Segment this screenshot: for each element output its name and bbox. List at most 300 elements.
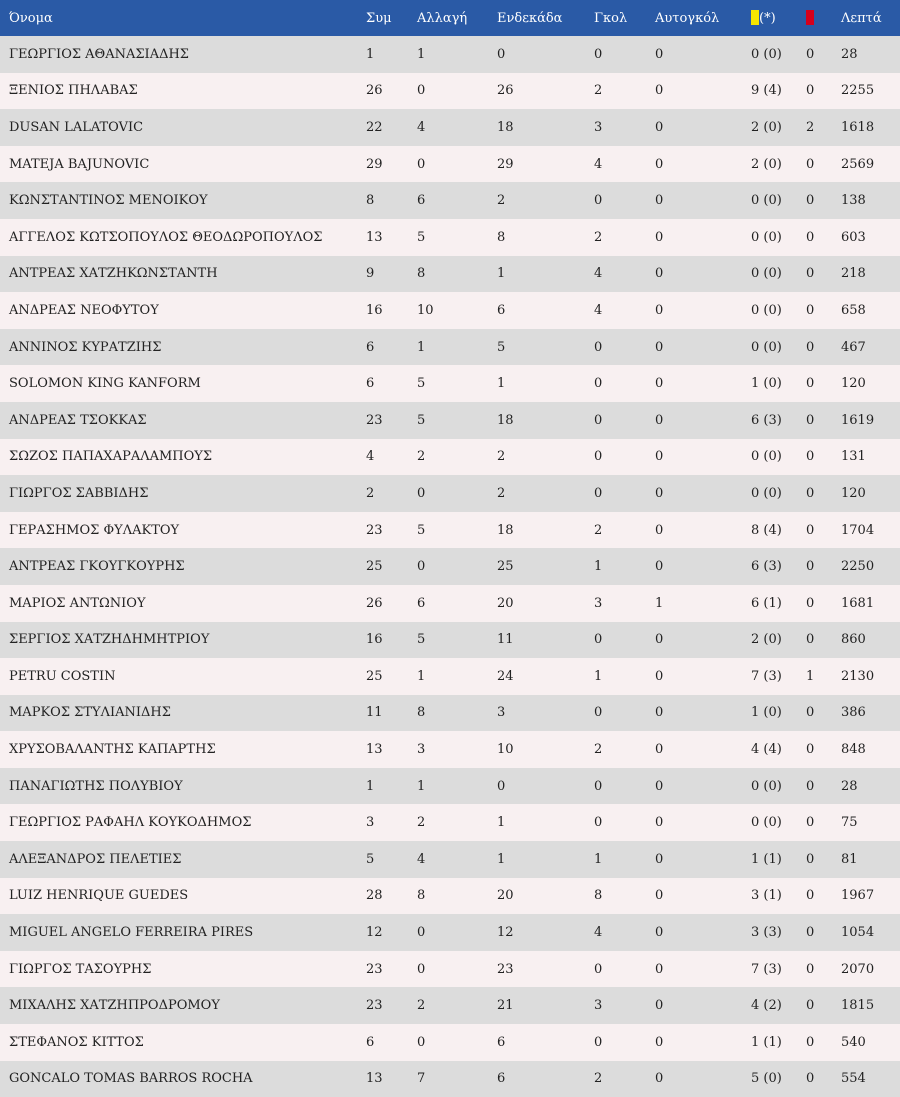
cell-minutes: 28 [841,46,858,62]
cell-minutes: 386 [841,705,866,721]
cell-own-goals: 0 [655,46,664,62]
cell-substitute-apps: 5 [417,412,426,428]
cell-yellow-cards: 1 (1) [751,1034,782,1050]
cell-yellow-cards: 0 (0) [751,193,782,209]
cell-red-cards: 0 [806,1071,815,1087]
table-row [0,1024,900,1061]
red-card-icon [806,10,814,25]
cell-goals: 3 [594,119,603,135]
cell-starting-apps: 1 [497,815,506,831]
table-body [0,36,900,1097]
cell-substitute-apps: 3 [417,742,426,758]
cell-starting-apps: 1 [497,851,506,867]
cell-starting-apps: 0 [497,46,506,62]
cell-own-goals: 0 [655,778,664,794]
cell-player-name: ΜΙΧΑΛΗΣ ΧΑΤΖΗΠΡΟΔΡΟΜΟΥ [9,998,220,1014]
cell-goals: 2 [594,83,603,99]
cell-substitute-apps: 7 [417,1071,426,1087]
cell-player-name: ΓΕΡΑΣΗΜΟΣ ΦΥΛΑΚΤΟΥ [9,522,180,538]
table-row [0,768,900,805]
cell-starting-apps: 18 [497,119,514,135]
cell-goals: 0 [594,961,603,977]
table-row [0,439,900,476]
cell-red-cards: 0 [806,156,815,172]
table-header [0,0,900,36]
cell-red-cards: 0 [806,742,815,758]
cell-starting-apps: 8 [497,229,506,245]
cell-yellow-cards: 0 (0) [751,485,782,501]
cell-appearances: 16 [366,632,383,648]
cell-yellow-cards: 0 (0) [751,339,782,355]
cell-yellow-cards: 2 (0) [751,632,782,648]
header-name[interactable]: Όνομα [9,10,53,26]
cell-red-cards: 0 [806,632,815,648]
cell-goals: 1 [594,559,603,575]
cell-appearances: 5 [366,851,375,867]
cell-yellow-cards: 3 (1) [751,888,782,904]
cell-minutes: 2569 [841,156,875,172]
cell-yellow-cards: 2 (0) [751,119,782,135]
cell-own-goals: 0 [655,522,664,538]
cell-player-name: ΓΕΩΡΓΙΟΣ ΡΑΦΑΗΛ ΚΟΥΚΟΔΗΜΟΣ [9,815,252,831]
cell-yellow-cards: 5 (0) [751,1071,782,1087]
cell-appearances: 25 [366,559,383,575]
cell-substitute-apps: 8 [417,888,426,904]
cell-own-goals: 0 [655,559,664,575]
table-row [0,841,900,878]
cell-goals: 2 [594,1071,603,1087]
cell-red-cards: 0 [806,888,815,904]
header-minutes[interactable]: Λεπτά [841,10,882,26]
cell-starting-apps: 6 [497,302,506,318]
table-row [0,146,900,183]
cell-goals: 4 [594,156,603,172]
cell-red-cards: 0 [806,705,815,721]
cell-minutes: 1619 [841,412,875,428]
cell-own-goals: 0 [655,668,664,684]
table-row [0,804,900,841]
cell-minutes: 2130 [841,668,875,684]
cell-own-goals: 0 [655,742,664,758]
table-row [0,36,900,73]
cell-player-name: ΜΑΡΚΟΣ ΣΤΥΛΙΑΝΙΔΗΣ [9,705,171,721]
cell-substitute-apps: 0 [417,559,426,575]
cell-player-name: ΓΙΩΡΓΟΣ ΤΑΣΟΥΡΗΣ [9,961,152,977]
table-row [0,731,900,768]
cell-substitute-apps: 2 [417,449,426,465]
cell-player-name: ΑΓΓΕΛΟΣ ΚΩΤΣΟΠΟΥΛΟΣ ΘΕΟΔΩΡΟΠΟΥΛΟΣ [9,229,323,245]
table-row [0,256,900,293]
cell-own-goals: 0 [655,83,664,99]
cell-substitute-apps: 0 [417,156,426,172]
cell-minutes: 1054 [841,925,875,941]
cell-yellow-cards: 0 (0) [751,46,782,62]
cell-minutes: 1681 [841,595,875,611]
cell-red-cards: 0 [806,266,815,282]
cell-yellow-cards: 0 (0) [751,778,782,794]
cell-red-cards: 0 [806,595,815,611]
cell-appearances: 16 [366,302,383,318]
cell-own-goals: 0 [655,449,664,465]
cell-appearances: 13 [366,1071,383,1087]
cell-minutes: 2250 [841,559,875,575]
header-own-goals[interactable]: Αυτογκόλ [655,10,720,26]
cell-minutes: 2255 [841,83,875,99]
cell-red-cards: 0 [806,1034,815,1050]
cell-substitute-apps: 2 [417,815,426,831]
cell-substitute-apps: 2 [417,998,426,1014]
cell-starting-apps: 11 [497,632,514,648]
cell-player-name: ΑΝΔΡΕΑΣ ΤΣΟΚΚΑΣ [9,412,147,428]
table-row [0,109,900,146]
cell-goals: 8 [594,888,603,904]
cell-minutes: 138 [841,193,866,209]
cell-substitute-apps: 0 [417,1034,426,1050]
header-row [0,0,900,36]
header-sub[interactable]: Αλλαγή [417,10,468,26]
cell-substitute-apps: 1 [417,668,426,684]
cell-substitute-apps: 0 [417,961,426,977]
cell-appearances: 26 [366,595,383,611]
cell-starting-apps: 2 [497,449,506,465]
table-row [0,695,900,732]
cell-red-cards: 0 [806,83,815,99]
cell-own-goals: 0 [655,1034,664,1050]
cell-goals: 1 [594,851,603,867]
cell-goals: 0 [594,412,603,428]
cell-starting-apps: 25 [497,559,514,575]
cell-own-goals: 0 [655,815,664,831]
table-row [0,914,900,951]
cell-starting-apps: 20 [497,595,514,611]
cell-red-cards: 0 [806,522,815,538]
cell-own-goals: 0 [655,632,664,648]
cell-starting-apps: 18 [497,412,514,428]
cell-starting-apps: 1 [497,266,506,282]
cell-starting-apps: 29 [497,156,514,172]
cell-player-name: ΓΙΩΡΓΟΣ ΣΑΒΒΙΔΗΣ [9,485,149,501]
cell-appearances: 22 [366,119,383,135]
cell-goals: 0 [594,449,603,465]
cell-red-cards: 0 [806,925,815,941]
cell-substitute-apps: 1 [417,778,426,794]
cell-goals: 1 [594,668,603,684]
cell-player-name: GONCALO TOMAS BARROS ROCHA [9,1071,253,1087]
cell-player-name: ΑΝΤΡΕΑΣ ΓΚΟΥΓΚΟΥΡΗΣ [9,559,185,575]
cell-starting-apps: 6 [497,1071,506,1087]
header-yellow-cards[interactable] [743,0,798,36]
cell-substitute-apps: 6 [417,595,426,611]
cell-minutes: 81 [841,851,858,867]
cell-appearances: 26 [366,83,383,99]
cell-starting-apps: 5 [497,339,506,355]
cell-appearances: 28 [366,888,383,904]
table-row [0,548,900,585]
cell-substitute-apps: 4 [417,119,426,135]
cell-goals: 3 [594,998,603,1014]
cell-starting-apps: 23 [497,961,514,977]
cell-player-name: ΜΑΡΙΟΣ ΑΝΤΩΝΙΟΥ [9,595,146,611]
cell-appearances: 3 [366,815,375,831]
cell-substitute-apps: 8 [417,705,426,721]
cell-appearances: 1 [366,46,375,62]
cell-yellow-cards: 7 (3) [751,668,782,684]
cell-red-cards: 0 [806,851,815,867]
cell-own-goals: 0 [655,302,664,318]
cell-yellow-cards: 0 (0) [751,229,782,245]
cell-appearances: 23 [366,412,383,428]
yellow-card-icon [751,10,759,25]
cell-minutes: 120 [841,485,866,501]
cell-player-name: MIGUEL ANGELO FERREIRA PIRES [9,925,254,941]
cell-substitute-apps: 5 [417,632,426,648]
cell-appearances: 8 [366,193,375,209]
cell-red-cards: 0 [806,302,815,318]
cell-starting-apps: 18 [497,522,514,538]
cell-substitute-apps: 0 [417,83,426,99]
table-row [0,512,900,549]
cell-player-name: ΣΩΖΟΣ ΠΑΠΑΧΑΡΑΛΑΜΠΟΥΣ [9,449,213,465]
cell-appearances: 13 [366,742,383,758]
cell-own-goals: 0 [655,485,664,501]
cell-yellow-cards: 1 (0) [751,376,782,392]
cell-minutes: 1704 [841,522,875,538]
cell-red-cards: 0 [806,559,815,575]
cell-goals: 0 [594,339,603,355]
cell-minutes: 28 [841,778,858,794]
cell-player-name: ΑΝΝΙΝΟΣ ΚΥΡΑΤΖΙΗΣ [9,339,162,355]
cell-appearances: 2 [366,485,375,501]
cell-minutes: 860 [841,632,866,648]
cell-player-name: ΧΡΥΣΟΒΑΛΑΝΤΗΣ ΚΑΠΑΡΤΗΣ [9,742,216,758]
cell-minutes: 218 [841,266,866,282]
header-start[interactable]: Ενδεκάδα [497,10,563,26]
cell-goals: 4 [594,925,603,941]
cell-starting-apps: 20 [497,888,514,904]
cell-starting-apps: 12 [497,925,514,941]
cell-minutes: 2070 [841,961,875,977]
table-row [0,658,900,695]
cell-appearances: 6 [366,1034,375,1050]
cell-player-name: ΣΤΕΦΑΝΟΣ ΚΙΤΤΟΣ [9,1034,144,1050]
cell-player-name: ΑΝΔΡΕΑΣ ΝΕΟΦΥΤΟΥ [9,302,159,318]
table-row [0,987,900,1024]
cell-own-goals: 0 [655,376,664,392]
cell-goals: 2 [594,742,603,758]
cell-own-goals: 0 [655,851,664,867]
cell-red-cards: 0 [806,449,815,465]
cell-yellow-cards: 0 (0) [751,266,782,282]
cell-own-goals: 0 [655,412,664,428]
cell-yellow-cards: 0 (0) [751,815,782,831]
cell-red-cards: 0 [806,46,815,62]
cell-own-goals: 1 [655,595,664,611]
cell-substitute-apps: 0 [417,925,426,941]
table-row [0,182,900,219]
cell-appearances: 1 [366,778,375,794]
cell-own-goals: 0 [655,1071,664,1087]
cell-red-cards: 0 [806,485,815,501]
cell-red-cards: 1 [806,668,815,684]
cell-yellow-cards: 6 (3) [751,412,782,428]
cell-own-goals: 0 [655,998,664,1014]
cell-red-cards: 0 [806,376,815,392]
cell-appearances: 29 [366,156,383,172]
table-row [0,329,900,366]
cell-own-goals: 0 [655,705,664,721]
cell-minutes: 75 [841,815,858,831]
cell-yellow-cards: 2 (0) [751,156,782,172]
cell-goals: 0 [594,485,603,501]
cell-goals: 0 [594,376,603,392]
cell-yellow-cards: 4 (2) [751,998,782,1014]
cell-appearances: 4 [366,449,375,465]
cell-own-goals: 0 [655,229,664,245]
cell-player-name: PETRU COSTIN [9,668,116,684]
cell-player-name: ΠΑΝΑΓΙΩΤΗΣ ΠΟΛΥΒΙΟΥ [9,778,183,794]
cell-appearances: 13 [366,229,383,245]
table-row [0,365,900,402]
cell-substitute-apps: 10 [417,302,434,318]
cell-player-name: DUSAN LALATOVIC [9,119,144,135]
cell-minutes: 120 [841,376,866,392]
cell-appearances: 12 [366,925,383,941]
cell-appearances: 9 [366,266,375,282]
cell-red-cards: 0 [806,339,815,355]
cell-red-cards: 2 [806,119,815,135]
cell-substitute-apps: 5 [417,376,426,392]
cell-player-name: ΓΕΩΡΓΙΟΣ ΑΘΑΝΑΣΙΑΔΗΣ [9,46,190,62]
table-row [0,292,900,329]
table-row [0,1061,900,1097]
cell-goals: 0 [594,193,603,209]
cell-goals: 3 [594,595,603,611]
cell-yellow-cards: 6 (1) [751,595,782,611]
cell-own-goals: 0 [655,266,664,282]
cell-appearances: 6 [366,339,375,355]
table-row [0,475,900,512]
cell-yellow-cards: 9 (4) [751,83,782,99]
cell-substitute-apps: 4 [417,851,426,867]
cell-yellow-cards: 0 (0) [751,302,782,318]
cell-red-cards: 0 [806,778,815,794]
table-row [0,219,900,256]
cell-goals: 2 [594,229,603,245]
cell-minutes: 658 [841,302,866,318]
cell-own-goals: 0 [655,961,664,977]
cell-yellow-cards: 7 (3) [751,961,782,977]
cell-minutes: 467 [841,339,866,355]
cell-appearances: 23 [366,961,383,977]
cell-goals: 4 [594,266,603,282]
cell-starting-apps: 26 [497,83,514,99]
cell-minutes: 1967 [841,888,875,904]
cell-goals: 0 [594,1034,603,1050]
cell-appearances: 23 [366,522,383,538]
cell-minutes: 1815 [841,998,875,1014]
cell-player-name: ΚΩΝΣΤΑΝΤΙΝΟΣ ΜΕΝΟΙΚΟΥ [9,193,208,209]
table-row [0,73,900,110]
cell-player-name: SOLOMON KING KANFORM [9,376,201,392]
cell-appearances: 25 [366,668,383,684]
cell-goals: 0 [594,778,603,794]
cell-starting-apps: 2 [497,193,506,209]
table-row [0,951,900,988]
cell-goals: 0 [594,705,603,721]
cell-starting-apps: 10 [497,742,514,758]
cell-minutes: 848 [841,742,866,758]
cell-own-goals: 0 [655,925,664,941]
cell-own-goals: 0 [655,193,664,209]
cell-substitute-apps: 6 [417,193,426,209]
cell-yellow-cards: 6 (3) [751,559,782,575]
cell-player-name: MATEJA BAJUNOVIC [9,156,150,172]
cell-starting-apps: 21 [497,998,514,1014]
cell-own-goals: 0 [655,156,664,172]
cell-yellow-cards: 1 (1) [751,851,782,867]
cell-minutes: 1618 [841,119,875,135]
cell-substitute-apps: 1 [417,339,426,355]
cell-yellow-cards: 8 (4) [751,522,782,538]
cell-substitute-apps: 0 [417,485,426,501]
cell-player-name: LUIZ HENRIQUE GUEDES [9,888,189,904]
header-red-cards[interactable] [798,0,833,36]
cell-appearances: 11 [366,705,383,721]
cell-minutes: 554 [841,1071,866,1087]
cell-own-goals: 0 [655,888,664,904]
cell-player-name: ΑΝΤΡΕΑΣ ΧΑΤΖΗΚΩΝΣΤΑΝΤΗ [9,266,218,282]
cell-starting-apps: 2 [497,485,506,501]
cell-red-cards: 0 [806,229,815,245]
cell-red-cards: 0 [806,815,815,831]
cell-substitute-apps: 5 [417,229,426,245]
cell-starting-apps: 6 [497,1034,506,1050]
cell-red-cards: 0 [806,998,815,1014]
table-row [0,622,900,659]
header-apps[interactable]: Συμ [366,10,392,26]
cell-substitute-apps: 8 [417,266,426,282]
header-yellow-suffix: (*) [759,11,776,26]
cell-starting-apps: 1 [497,376,506,392]
cell-yellow-cards: 3 (3) [751,925,782,941]
cell-goals: 4 [594,302,603,318]
cell-appearances: 23 [366,998,383,1014]
cell-substitute-apps: 5 [417,522,426,538]
cell-substitute-apps: 1 [417,46,426,62]
cell-appearances: 6 [366,376,375,392]
cell-goals: 0 [594,815,603,831]
cell-red-cards: 0 [806,412,815,428]
cell-own-goals: 0 [655,119,664,135]
table-row [0,878,900,915]
cell-goals: 0 [594,632,603,648]
header-goals[interactable]: Γκολ [594,10,628,26]
cell-minutes: 603 [841,229,866,245]
cell-player-name: ΑΛΕΞΑΝΔΡΟΣ ΠΕΛΕΤΙΕΣ [9,851,182,867]
cell-yellow-cards: 0 (0) [751,449,782,465]
cell-player-name: ΣΕΡΓΙΟΣ ΧΑΤΖΗΔΗΜΗΤΡΙΟΥ [9,632,210,648]
cell-own-goals: 0 [655,339,664,355]
cell-starting-apps: 3 [497,705,506,721]
cell-goals: 2 [594,522,603,538]
cell-goals: 0 [594,46,603,62]
table-row [0,402,900,439]
cell-player-name: ΞΕΝΙΟΣ ΠΗΛΑΒΑΣ [9,83,138,99]
table-row [0,585,900,622]
cell-yellow-cards: 1 (0) [751,705,782,721]
cell-red-cards: 0 [806,193,815,209]
cell-starting-apps: 24 [497,668,514,684]
